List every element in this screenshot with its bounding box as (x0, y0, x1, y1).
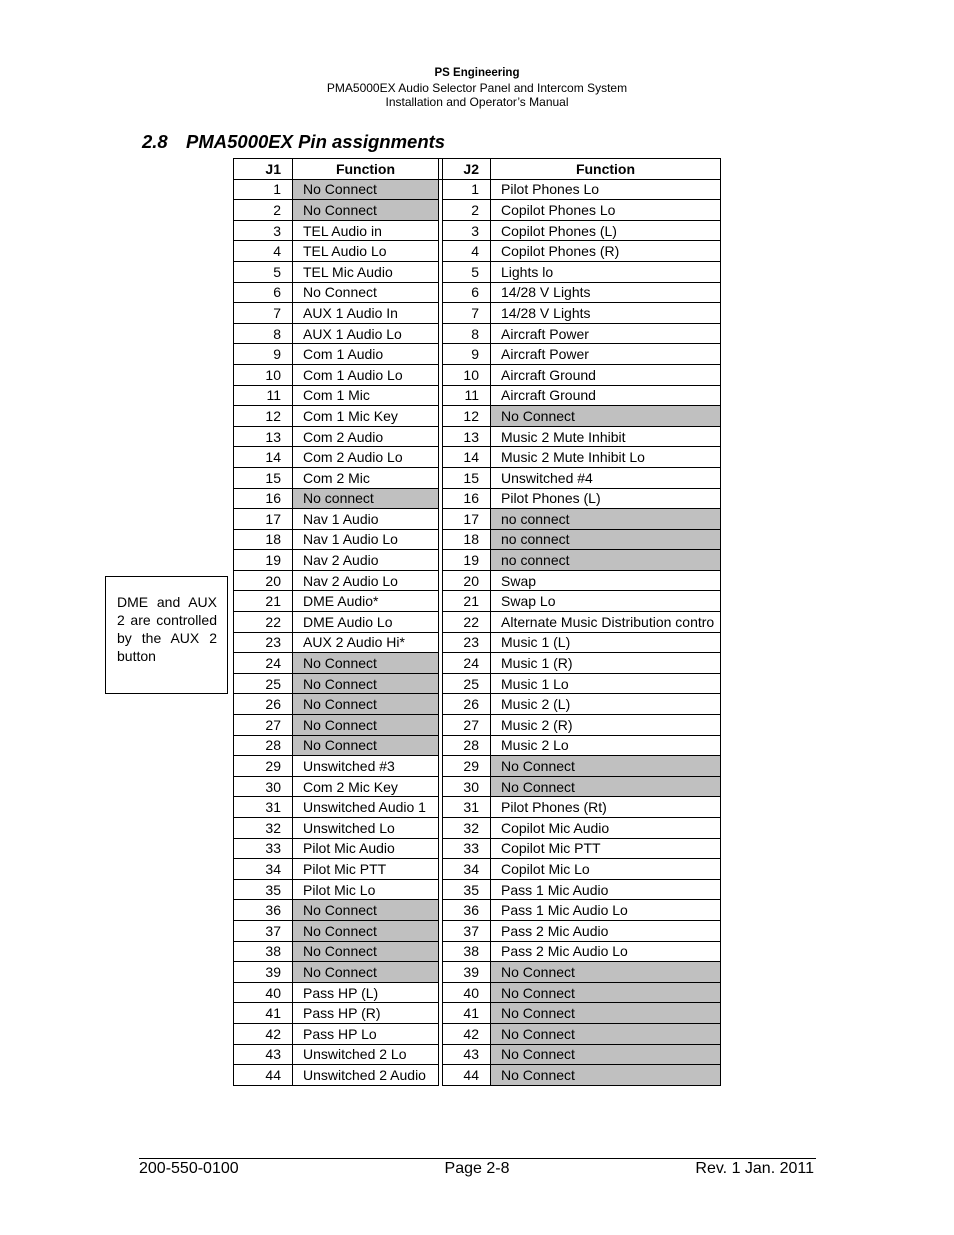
table-row (234, 303, 721, 324)
section-title (142, 131, 445, 153)
pin-j2: 19 (443, 550, 491, 571)
function-j1: No connect (293, 488, 439, 509)
function-j2: No Connect (491, 1044, 721, 1065)
function-j2: No Connect (491, 406, 721, 427)
footer-revision: Rev. 1 Jan. 2011 (695, 1160, 814, 1177)
header-j2: J2 (443, 159, 491, 180)
function-j1: Unswitched Lo (293, 818, 439, 839)
function-j2: Unswitched #4 (491, 467, 721, 488)
function-j1: Pass HP (R) (293, 1003, 439, 1024)
function-j1: Com 1 Mic (293, 385, 439, 406)
table-row (234, 323, 721, 344)
function-j2: Music 1 (R) (491, 653, 721, 674)
function-j2: Music 1 (L) (491, 632, 721, 653)
table-row (234, 756, 721, 777)
table-row (234, 261, 721, 282)
pin-j2: 42 (443, 1023, 491, 1044)
function-j1: Com 2 Mic (293, 467, 439, 488)
function-j1: No Connect (293, 694, 439, 715)
footer-rule (139, 1158, 816, 1159)
pin-j1: 18 (234, 529, 293, 550)
pin-j2: 27 (443, 715, 491, 736)
pin-j2: 8 (443, 323, 491, 344)
pin-j2: 4 (443, 241, 491, 262)
function-j1: No Connect (293, 941, 439, 962)
table-row (234, 982, 721, 1003)
pin-j1: 29 (234, 756, 293, 777)
function-j1: Unswitched 2 Audio (293, 1065, 439, 1086)
function-j2: Music 2 Mute Inhibit Lo (491, 447, 721, 468)
function-j1: Unswitched Audio 1 (293, 797, 439, 818)
pin-j2: 22 (443, 612, 491, 633)
footer-doc-number: 200-550-0100 (139, 1160, 239, 1177)
pin-j1: 33 (234, 838, 293, 859)
function-j1: TEL Audio Lo (293, 241, 439, 262)
function-j2: No Connect (491, 1023, 721, 1044)
table-row (234, 673, 721, 694)
pin-j2: 38 (443, 941, 491, 962)
header-function-j2: Function (491, 159, 721, 180)
pin-j1: 27 (234, 715, 293, 736)
pin-j2: 34 (443, 859, 491, 880)
table-row (234, 529, 721, 550)
header-j1: J1 (234, 159, 293, 180)
function-j1: No Connect (293, 920, 439, 941)
pin-j2: 1 (443, 179, 491, 200)
pin-j2: 20 (443, 570, 491, 591)
pin-j1: 16 (234, 488, 293, 509)
header-product: PMA5000EX Audio Selector Panel and Intercom System (326, 81, 628, 95)
function-j2: no connect (491, 550, 721, 571)
function-j1: DME Audio Lo (293, 612, 439, 633)
pin-j1: 23 (234, 632, 293, 653)
pin-j1: 35 (234, 879, 293, 900)
pin-assignment-table (233, 158, 721, 1086)
pin-j2: 17 (443, 509, 491, 530)
header-company: PS Engineering (434, 67, 520, 79)
table-row (234, 632, 721, 653)
pin-j2: 40 (443, 982, 491, 1003)
table-row (234, 200, 721, 221)
function-j2: Pass 2 Mic Audio (491, 920, 721, 941)
pin-j1: 7 (234, 303, 293, 324)
function-j2: No Connect (491, 756, 721, 777)
function-j2: Music 2 Lo (491, 735, 721, 756)
header-manual: Installation and Operator’s Manual (385, 95, 569, 109)
pin-j1: 44 (234, 1065, 293, 1086)
function-j1: Com 2 Audio Lo (293, 447, 439, 468)
pin-j1: 22 (234, 612, 293, 633)
table-row (234, 282, 721, 303)
pin-j1: 30 (234, 776, 293, 797)
function-j1: AUX 1 Audio In (293, 303, 439, 324)
pin-j2: 25 (443, 673, 491, 694)
table-row (234, 941, 721, 962)
pin-j2: 32 (443, 818, 491, 839)
function-j2: No Connect (491, 1065, 721, 1086)
table-row (234, 591, 721, 612)
function-j1: Unswitched #3 (293, 756, 439, 777)
pin-j1: 13 (234, 426, 293, 447)
table-row (234, 797, 721, 818)
table-row (234, 735, 721, 756)
table-row (234, 859, 721, 880)
pin-j1: 3 (234, 220, 293, 241)
pin-j1: 15 (234, 467, 293, 488)
pin-j2: 30 (443, 776, 491, 797)
pin-j2: 33 (443, 838, 491, 859)
pin-j1: 26 (234, 694, 293, 715)
function-j1: AUX 2 Audio Hi* (293, 632, 439, 653)
function-j2: Alternate Music Distribution contro (491, 612, 721, 633)
function-j2: Copilot Phones (R) (491, 241, 721, 262)
table-row (234, 426, 721, 447)
pin-j1: 36 (234, 900, 293, 921)
function-j2: Swap (491, 570, 721, 591)
function-j2: no connect (491, 509, 721, 530)
pin-j1: 17 (234, 509, 293, 530)
pin-j1: 43 (234, 1044, 293, 1065)
function-j2: no connect (491, 529, 721, 550)
pin-j1: 38 (234, 941, 293, 962)
function-j2: Pass 1 Mic Audio Lo (491, 900, 721, 921)
function-j2: Aircraft Power (491, 323, 721, 344)
function-j1: Nav 1 Audio (293, 509, 439, 530)
function-j2: Aircraft Ground (491, 385, 721, 406)
pin-j1: 25 (234, 673, 293, 694)
pin-j2: 12 (443, 406, 491, 427)
pin-j1: 31 (234, 797, 293, 818)
function-j1: TEL Audio in (293, 220, 439, 241)
pin-j2: 37 (443, 920, 491, 941)
function-j1: No Connect (293, 735, 439, 756)
pin-table-body (234, 179, 721, 1085)
function-j2: Aircraft Ground (491, 364, 721, 385)
function-j1: No Connect (293, 179, 439, 200)
function-j2: 14/28 V Lights (491, 282, 721, 303)
function-j2: Pilot Phones (Rt) (491, 797, 721, 818)
pin-j1: 8 (234, 323, 293, 344)
function-j1: DME Audio* (293, 591, 439, 612)
table-row (234, 962, 721, 983)
function-j1: No Connect (293, 900, 439, 921)
pin-j2: 7 (443, 303, 491, 324)
pin-j2: 21 (443, 591, 491, 612)
table-row (234, 570, 721, 591)
function-j2: Swap Lo (491, 591, 721, 612)
table-row (234, 653, 721, 674)
table-row (234, 920, 721, 941)
function-j1: Com 1 Audio Lo (293, 364, 439, 385)
pin-j1: 34 (234, 859, 293, 880)
pin-j1: 19 (234, 550, 293, 571)
function-j1: Pass HP Lo (293, 1023, 439, 1044)
function-j1: No Connect (293, 962, 439, 983)
function-j2: Pass 1 Mic Audio (491, 879, 721, 900)
table-row (234, 467, 721, 488)
function-j2: Aircraft Power (491, 344, 721, 365)
function-j1: Com 1 Audio (293, 344, 439, 365)
function-j2: No Connect (491, 1003, 721, 1024)
pin-j1: 37 (234, 920, 293, 941)
table-row (234, 241, 721, 262)
pin-j1: 21 (234, 591, 293, 612)
function-j2: No Connect (491, 962, 721, 983)
function-j2: No Connect (491, 776, 721, 797)
function-j1: Com 2 Mic Key (293, 776, 439, 797)
function-j1: Pilot Mic PTT (293, 859, 439, 880)
pin-j2: 3 (443, 220, 491, 241)
pin-j1: 4 (234, 241, 293, 262)
pin-j1: 42 (234, 1023, 293, 1044)
pin-j1: 1 (234, 179, 293, 200)
table-row (234, 364, 721, 385)
pin-j2: 24 (443, 653, 491, 674)
table-row (234, 900, 721, 921)
footer-page-number: Page 2-8 (444, 1160, 510, 1177)
table-row (234, 776, 721, 797)
function-j1: Pass HP (L) (293, 982, 439, 1003)
function-j2: Copilot Mic PTT (491, 838, 721, 859)
pin-j1: 24 (234, 653, 293, 674)
pin-j1: 41 (234, 1003, 293, 1024)
table-row (234, 179, 721, 200)
pin-j1: 12 (234, 406, 293, 427)
table-row (234, 344, 721, 365)
function-j2: No Connect (491, 982, 721, 1003)
function-j1: No Connect (293, 653, 439, 674)
table-row (234, 818, 721, 839)
function-j2: Copilot Phones (L) (491, 220, 721, 241)
function-j2: Music 2 (R) (491, 715, 721, 736)
pin-j1: 10 (234, 364, 293, 385)
pin-j1: 28 (234, 735, 293, 756)
pin-j2: 15 (443, 467, 491, 488)
pin-j2: 44 (443, 1065, 491, 1086)
function-j1: Nav 2 Audio (293, 550, 439, 571)
function-j2: Lights lo (491, 261, 721, 282)
table-row (234, 550, 721, 571)
function-j2: Pilot Phones Lo (491, 179, 721, 200)
pin-j1: 11 (234, 385, 293, 406)
table-row (234, 715, 721, 736)
aux2-note-box: DME and AUX 2 are controlled by the AUX 2 button (105, 576, 228, 694)
pin-j2: 29 (443, 756, 491, 777)
pin-j2: 18 (443, 529, 491, 550)
pin-j2: 28 (443, 735, 491, 756)
pin-j1: 32 (234, 818, 293, 839)
function-j2: Copilot Mic Lo (491, 859, 721, 880)
pin-j1: 2 (234, 200, 293, 221)
function-j1: Com 1 Mic Key (293, 406, 439, 427)
pin-j2: 31 (443, 797, 491, 818)
function-j1: Com 2 Audio (293, 426, 439, 447)
table-row (234, 1023, 721, 1044)
pin-j2: 14 (443, 447, 491, 468)
pin-j2: 2 (443, 200, 491, 221)
pin-j2: 9 (443, 344, 491, 365)
pin-j1: 39 (234, 962, 293, 983)
function-j2: Pass 2 Mic Audio Lo (491, 941, 721, 962)
table-row (234, 447, 721, 468)
function-j2: Copilot Mic Audio (491, 818, 721, 839)
table-row (234, 509, 721, 530)
header-function-j1: Function (293, 159, 439, 180)
function-j2: 14/28 V Lights (491, 303, 721, 324)
table-row (234, 488, 721, 509)
pin-j2: 43 (443, 1044, 491, 1065)
function-j2: Music 2 Mute Inhibit (491, 426, 721, 447)
function-j1: No Connect (293, 282, 439, 303)
table-row (234, 1003, 721, 1024)
pin-j1: 40 (234, 982, 293, 1003)
pin-j1: 6 (234, 282, 293, 303)
table-row (234, 385, 721, 406)
pin-j1: 14 (234, 447, 293, 468)
pin-j2: 13 (443, 426, 491, 447)
section-number: 2.8 (142, 131, 168, 152)
pin-j2: 16 (443, 488, 491, 509)
table-header-row (234, 159, 721, 180)
table-row (234, 838, 721, 859)
function-j1: Unswitched 2 Lo (293, 1044, 439, 1065)
pin-j1: 5 (234, 261, 293, 282)
pin-j2: 10 (443, 364, 491, 385)
pin-j2: 36 (443, 900, 491, 921)
table-row (234, 220, 721, 241)
table-row (234, 1065, 721, 1086)
pin-j2: 5 (443, 261, 491, 282)
function-j1: Pilot Mic Audio (293, 838, 439, 859)
pin-j2: 6 (443, 282, 491, 303)
function-j1: Nav 2 Audio Lo (293, 570, 439, 591)
function-j2: Copilot Phones Lo (491, 200, 721, 221)
function-j1: AUX 1 Audio Lo (293, 323, 439, 344)
pin-j2: 26 (443, 694, 491, 715)
table-row (234, 879, 721, 900)
function-j2: Music 1 Lo (491, 673, 721, 694)
section-heading: PMA5000EX Pin assignments (186, 131, 446, 152)
function-j1: No Connect (293, 715, 439, 736)
function-j2: Pilot Phones (L) (491, 488, 721, 509)
pin-j1: 9 (234, 344, 293, 365)
function-j1: Nav 1 Audio Lo (293, 529, 439, 550)
function-j2: Music 2 (L) (491, 694, 721, 715)
function-j1: No Connect (293, 200, 439, 221)
pin-j1: 20 (234, 570, 293, 591)
table-row (234, 1044, 721, 1065)
pin-j2: 39 (443, 962, 491, 983)
table-row (234, 694, 721, 715)
function-j1: No Connect (293, 673, 439, 694)
pin-j2: 11 (443, 385, 491, 406)
pin-j2: 35 (443, 879, 491, 900)
function-j1: Pilot Mic Lo (293, 879, 439, 900)
pin-j2: 23 (443, 632, 491, 653)
table-row (234, 612, 721, 633)
function-j1: TEL Mic Audio (293, 261, 439, 282)
table-row (234, 406, 721, 427)
pin-j2: 41 (443, 1003, 491, 1024)
